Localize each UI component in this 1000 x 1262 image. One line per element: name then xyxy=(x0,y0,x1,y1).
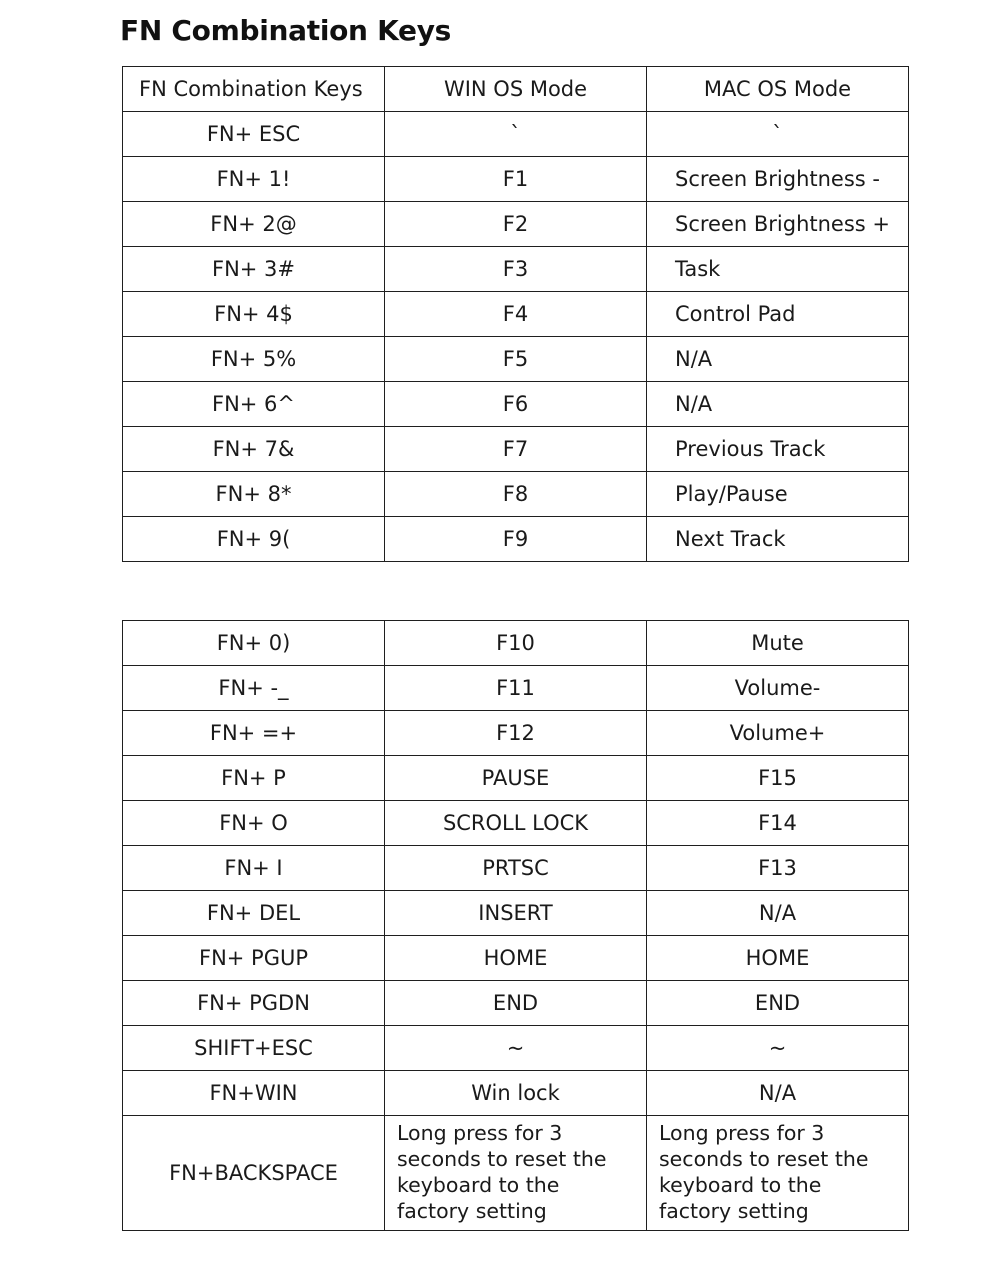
mac-mode-cell: Task xyxy=(647,247,909,292)
fn-key-cell: FN+ 1! xyxy=(123,157,385,202)
win-mode-cell: F7 xyxy=(385,427,647,472)
table-row xyxy=(123,517,909,562)
fn-key-cell: FN+ 2@ xyxy=(123,202,385,247)
mac-mode-cell: F13 xyxy=(647,846,909,891)
table-row xyxy=(123,846,909,891)
win-mode-cell: F4 xyxy=(385,292,647,337)
win-mode-cell: F3 xyxy=(385,247,647,292)
mac-mode-cell: N/A xyxy=(647,1071,909,1116)
fn-key-cell: FN+ 8* xyxy=(123,472,385,517)
table-row xyxy=(123,337,909,382)
win-mode-cell: F12 xyxy=(385,711,647,756)
fn-key-cell: FN+ 6^ xyxy=(123,382,385,427)
win-mode-cell: Long press for 3 seconds to reset the keyboard to the factory setting xyxy=(385,1116,647,1231)
win-mode-cell: PRTSC xyxy=(385,846,647,891)
fn-key-cell: FN+ 4$ xyxy=(123,292,385,337)
mac-mode-cell: Play/Pause xyxy=(647,472,909,517)
win-mode-cell: F6 xyxy=(385,382,647,427)
fn-key-cell: FN+ DEL xyxy=(123,891,385,936)
mac-mode-cell: N/A xyxy=(647,382,909,427)
win-mode-cell: PAUSE xyxy=(385,756,647,801)
mac-mode-cell: ` xyxy=(647,112,909,157)
mac-mode-cell: Mute xyxy=(647,621,909,666)
table-row xyxy=(123,981,909,1026)
mac-mode-cell: Screen Brightness + xyxy=(647,202,909,247)
table-row xyxy=(123,891,909,936)
fn-key-cell: FN+ 5% xyxy=(123,337,385,382)
table-row xyxy=(123,621,909,666)
mac-mode-cell: Long press for 3 seconds to reset the keyboard to the factory setting xyxy=(647,1116,909,1231)
table-row xyxy=(123,1026,909,1071)
header-mac-mode: MAC OS Mode xyxy=(647,67,909,112)
mac-mode-cell: N/A xyxy=(647,337,909,382)
fn-key-cell: FN+ =+ xyxy=(123,711,385,756)
table-row xyxy=(123,1071,909,1116)
table-row xyxy=(123,711,909,756)
win-mode-cell: SCROLL LOCK xyxy=(385,801,647,846)
page-title: FN Combination Keys xyxy=(120,14,452,47)
win-mode-cell: F10 xyxy=(385,621,647,666)
mac-mode-cell: Control Pad xyxy=(647,292,909,337)
table-row xyxy=(123,666,909,711)
fn-key-cell: FN+ -_ xyxy=(123,666,385,711)
table-row xyxy=(123,382,909,427)
fn-key-cell: FN+ 7& xyxy=(123,427,385,472)
win-mode-cell: F1 xyxy=(385,157,647,202)
mac-mode-cell: HOME xyxy=(647,936,909,981)
table-row xyxy=(123,202,909,247)
header-win-mode: WIN OS Mode xyxy=(385,67,647,112)
fn-key-cell: FN+ I xyxy=(123,846,385,891)
fn-key-cell: FN+WIN xyxy=(123,1071,385,1116)
win-mode-cell: END xyxy=(385,981,647,1026)
table-row xyxy=(123,247,909,292)
fn-key-cell: FN+ O xyxy=(123,801,385,846)
table-header-row xyxy=(123,67,909,112)
mac-mode-cell: Previous Track xyxy=(647,427,909,472)
table-row xyxy=(123,472,909,517)
table-row xyxy=(123,1116,909,1231)
fn-key-cell: SHIFT+ESC xyxy=(123,1026,385,1071)
table-row xyxy=(123,112,909,157)
table-row xyxy=(123,292,909,337)
win-mode-cell: F9 xyxy=(385,517,647,562)
win-mode-cell: ~ xyxy=(385,1026,647,1071)
fn-key-cell: FN+ PGDN xyxy=(123,981,385,1026)
table-row xyxy=(123,936,909,981)
win-mode-cell: INSERT xyxy=(385,891,647,936)
table-row xyxy=(123,756,909,801)
table-row xyxy=(123,801,909,846)
fn-key-cell: FN+ ESC xyxy=(123,112,385,157)
win-mode-cell: ` xyxy=(385,112,647,157)
mac-mode-cell: Screen Brightness - xyxy=(647,157,909,202)
win-mode-cell: Win lock xyxy=(385,1071,647,1116)
fn-keys-table-1 xyxy=(122,66,909,562)
fn-keys-table-2 xyxy=(122,620,909,1231)
fn-key-cell: FN+ 9( xyxy=(123,517,385,562)
mac-mode-cell: Volume- xyxy=(647,666,909,711)
fn-key-cell: FN+ 3# xyxy=(123,247,385,292)
mac-mode-cell: F15 xyxy=(647,756,909,801)
win-mode-cell: F11 xyxy=(385,666,647,711)
win-mode-cell: HOME xyxy=(385,936,647,981)
mac-mode-cell: Next Track xyxy=(647,517,909,562)
mac-mode-cell: F14 xyxy=(647,801,909,846)
fn-key-cell: FN+BACKSPACE xyxy=(123,1116,385,1231)
mac-mode-cell: N/A xyxy=(647,891,909,936)
win-mode-cell: F2 xyxy=(385,202,647,247)
table-row xyxy=(123,157,909,202)
mac-mode-cell: ~ xyxy=(647,1026,909,1071)
fn-key-cell: FN+ PGUP xyxy=(123,936,385,981)
win-mode-cell: F8 xyxy=(385,472,647,517)
mac-mode-cell: Volume+ xyxy=(647,711,909,756)
mac-mode-cell: END xyxy=(647,981,909,1026)
win-mode-cell: F5 xyxy=(385,337,647,382)
table-row xyxy=(123,427,909,472)
fn-key-cell: FN+ 0) xyxy=(123,621,385,666)
fn-key-cell: FN+ P xyxy=(123,756,385,801)
header-fn-keys: FN Combination Keys xyxy=(123,67,385,112)
